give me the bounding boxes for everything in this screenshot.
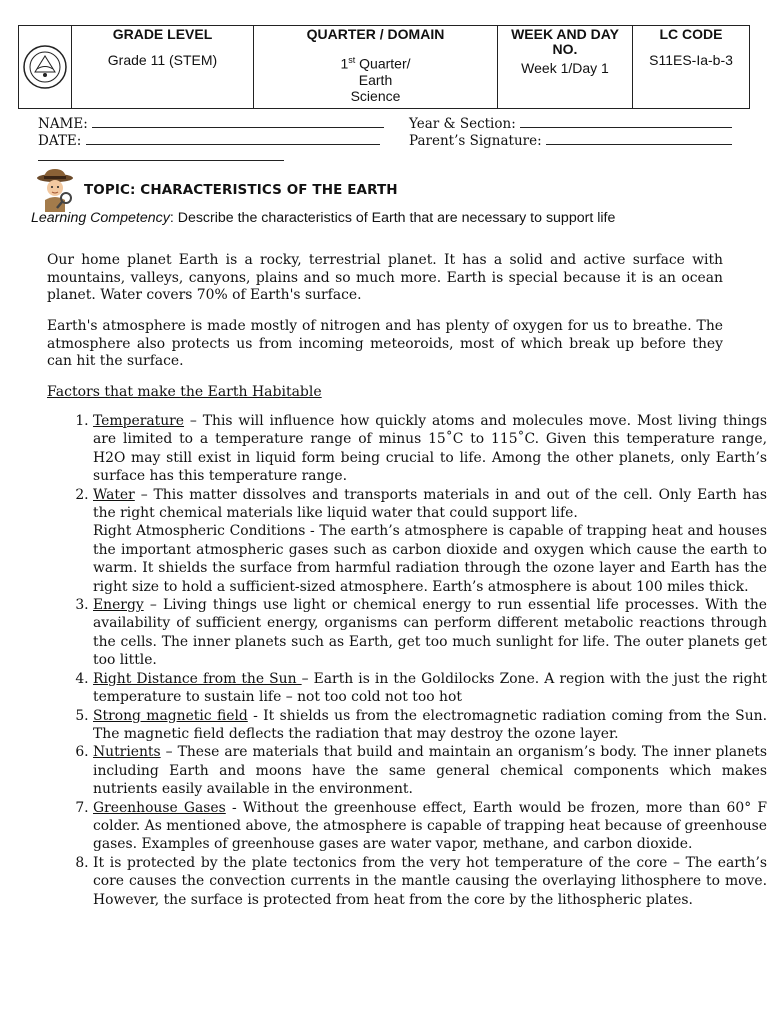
detective-icon — [33, 168, 77, 212]
learning-competency-text: : Describe the characteristics of Earth that are necessary to support life — [169, 210, 616, 226]
header-table — [18, 25, 750, 109]
date-label: DATE: — [38, 133, 82, 149]
quarter-domain-label: QUARTER / DOMAIN — [306, 26, 445, 42]
intro-paragraph-1: Our home planet Earth is a rocky, terrestrial planet. It has a solid and active surface with mountains, valleys, canyons, plains and so much more. Earth is special because it is an ocean planet. Water covers 70% of Earth's surface. — [47, 252, 723, 304]
topic-title: TOPIC: CHARACTERISTICS OF THE EARTH — [84, 182, 398, 198]
name-field[interactable] — [38, 115, 384, 133]
factor-item-water: 2. Water – This matter dissolves and transports materials in and out of the cell. Only Earth has the right chemical materials like liquid water that could support life. Right Atmospheric Conditions - The earth’s atmosphere is capable of trapping heat and houses the important atmospheric gases such as carbon dioxide and oxygen which cause the earth to warm. It shields the surface from harmful radiation through the ozone layer and Earth has the right size to hold a sufficient-sized atmosphere. Earth’s atmosphere is about 100 miles thick. — [93, 486, 767, 596]
parent-signature-blank[interactable] — [546, 132, 732, 145]
factor-item-magnetic-field: 5. Strong magnetic field - It shields us from the electromagnetic radiation coming from the Sun. The magnetic field deflects the radiation that may destroy the ozone layer. — [93, 707, 767, 744]
factor-item-distance: 4. Right Distance from the Sun – Earth is in the Goldilocks Zone. A region with the just the right temperature to sustain life – not too cold not too hot — [93, 670, 767, 707]
deped-seal-icon — [20, 42, 70, 92]
parent-signature-label: Parent’s Signature: — [409, 133, 542, 149]
parent-signature-field[interactable] — [409, 132, 732, 150]
lc-code-label: LC CODE — [659, 26, 723, 42]
learning-competency-label: Learning Competency — [31, 210, 170, 226]
quarter-domain-cell — [254, 26, 498, 109]
week-day-value: Week 1/Day 1 — [521, 60, 609, 76]
atmospheric-conditions-text: Right Atmospheric Conditions - The earth’s atmosphere is capable of trapping heat and houses the important atmospheric gases such as carbon dioxide and oxygen which cause the earth to warm. It shields the surface from harmful radiation through the ozone layer and Earth has the right size to hold a sufficient-sized atmosphere. Earth’s atmosphere is about 100 miles thick. — [93, 523, 767, 595]
factor-item-energy: 3. Energy – Living things use light or chemical energy to run essential life processes. With the availability of sufficient energy, organisms can perform different metabolic reactions through the cells. The inner planets such as Earth, get too much sunlight for life. The outer planets get too little. — [93, 596, 767, 670]
factor-item-temperature: 1. Temperature – This will influence how quickly atoms and molecules move. Most living things are limited to a temperature range of minus 15˚C to 115˚C. Given this temperature range, H2O may still exist in liquid form being crucial to life. Among the other planets, only Earth’s surface has this temperature range. — [93, 412, 767, 486]
week-day-label: WEEK AND DAY NO. — [511, 26, 619, 57]
date-blank[interactable] — [86, 132, 380, 145]
name-blank[interactable] — [92, 115, 384, 128]
deped-seal-cell — [19, 26, 72, 109]
domain-value-science: Science — [350, 87, 401, 104]
name-label: NAME: — [38, 116, 88, 132]
factor-item-plate-tectonics: 8. It is protected by the plate tectonics from the very hot temperature of the core – The earth’s core causes the convection currents in the mantle causing the overlaying lithosphere to move. However, the surface is protected from heat from the core by the lithospheric plates. — [93, 854, 767, 909]
year-section-label: Year & Section: — [409, 116, 516, 132]
learning-competency — [31, 210, 766, 226]
lc-code-value: S11ES-Ia-b-3 — [649, 52, 733, 68]
lc-code-cell — [633, 26, 750, 109]
extra-blank[interactable] — [38, 148, 284, 161]
intro-paragraph-2: Earth's atmosphere is made mostly of nitrogen and has plenty of oxygen for us to breathe. The atmosphere also protects us from incoming meteoroids, most of which break up before they can hit the surface. — [47, 318, 723, 370]
extra-blank-field[interactable] — [38, 148, 284, 166]
week-day-cell — [498, 26, 633, 109]
year-section-blank[interactable] — [520, 115, 732, 128]
factors-list — [47, 412, 767, 909]
grade-level-value: Grade 11 (STEM) — [107, 52, 218, 68]
factors-heading: Factors that make the Earth Habitable — [47, 384, 322, 400]
factor-item-nutrients: 6. Nutrients – These are materials that build and maintain an organism’s body. The inner planets including Earth and moons have the same general chemical components which makes nutrients easily available in the environment. — [93, 743, 767, 798]
grade-level-cell — [72, 26, 254, 109]
domain-value-earth: Earth — [358, 71, 393, 88]
year-section-field[interactable] — [409, 115, 732, 133]
quarter-value: 1st Quarter/ — [340, 55, 411, 72]
grade-level-label: GRADE LEVEL — [112, 26, 213, 42]
factor-item-greenhouse: 7. Greenhouse Gases - Without the greenhouse effect, Earth would be frozen, more than 60° F colder. As mentioned above, the atmosphere is capable of trapping heat because of greenhouse gases. Examples of greenhouse gases are water vapor, methane, and carbon dioxide. — [93, 799, 767, 854]
